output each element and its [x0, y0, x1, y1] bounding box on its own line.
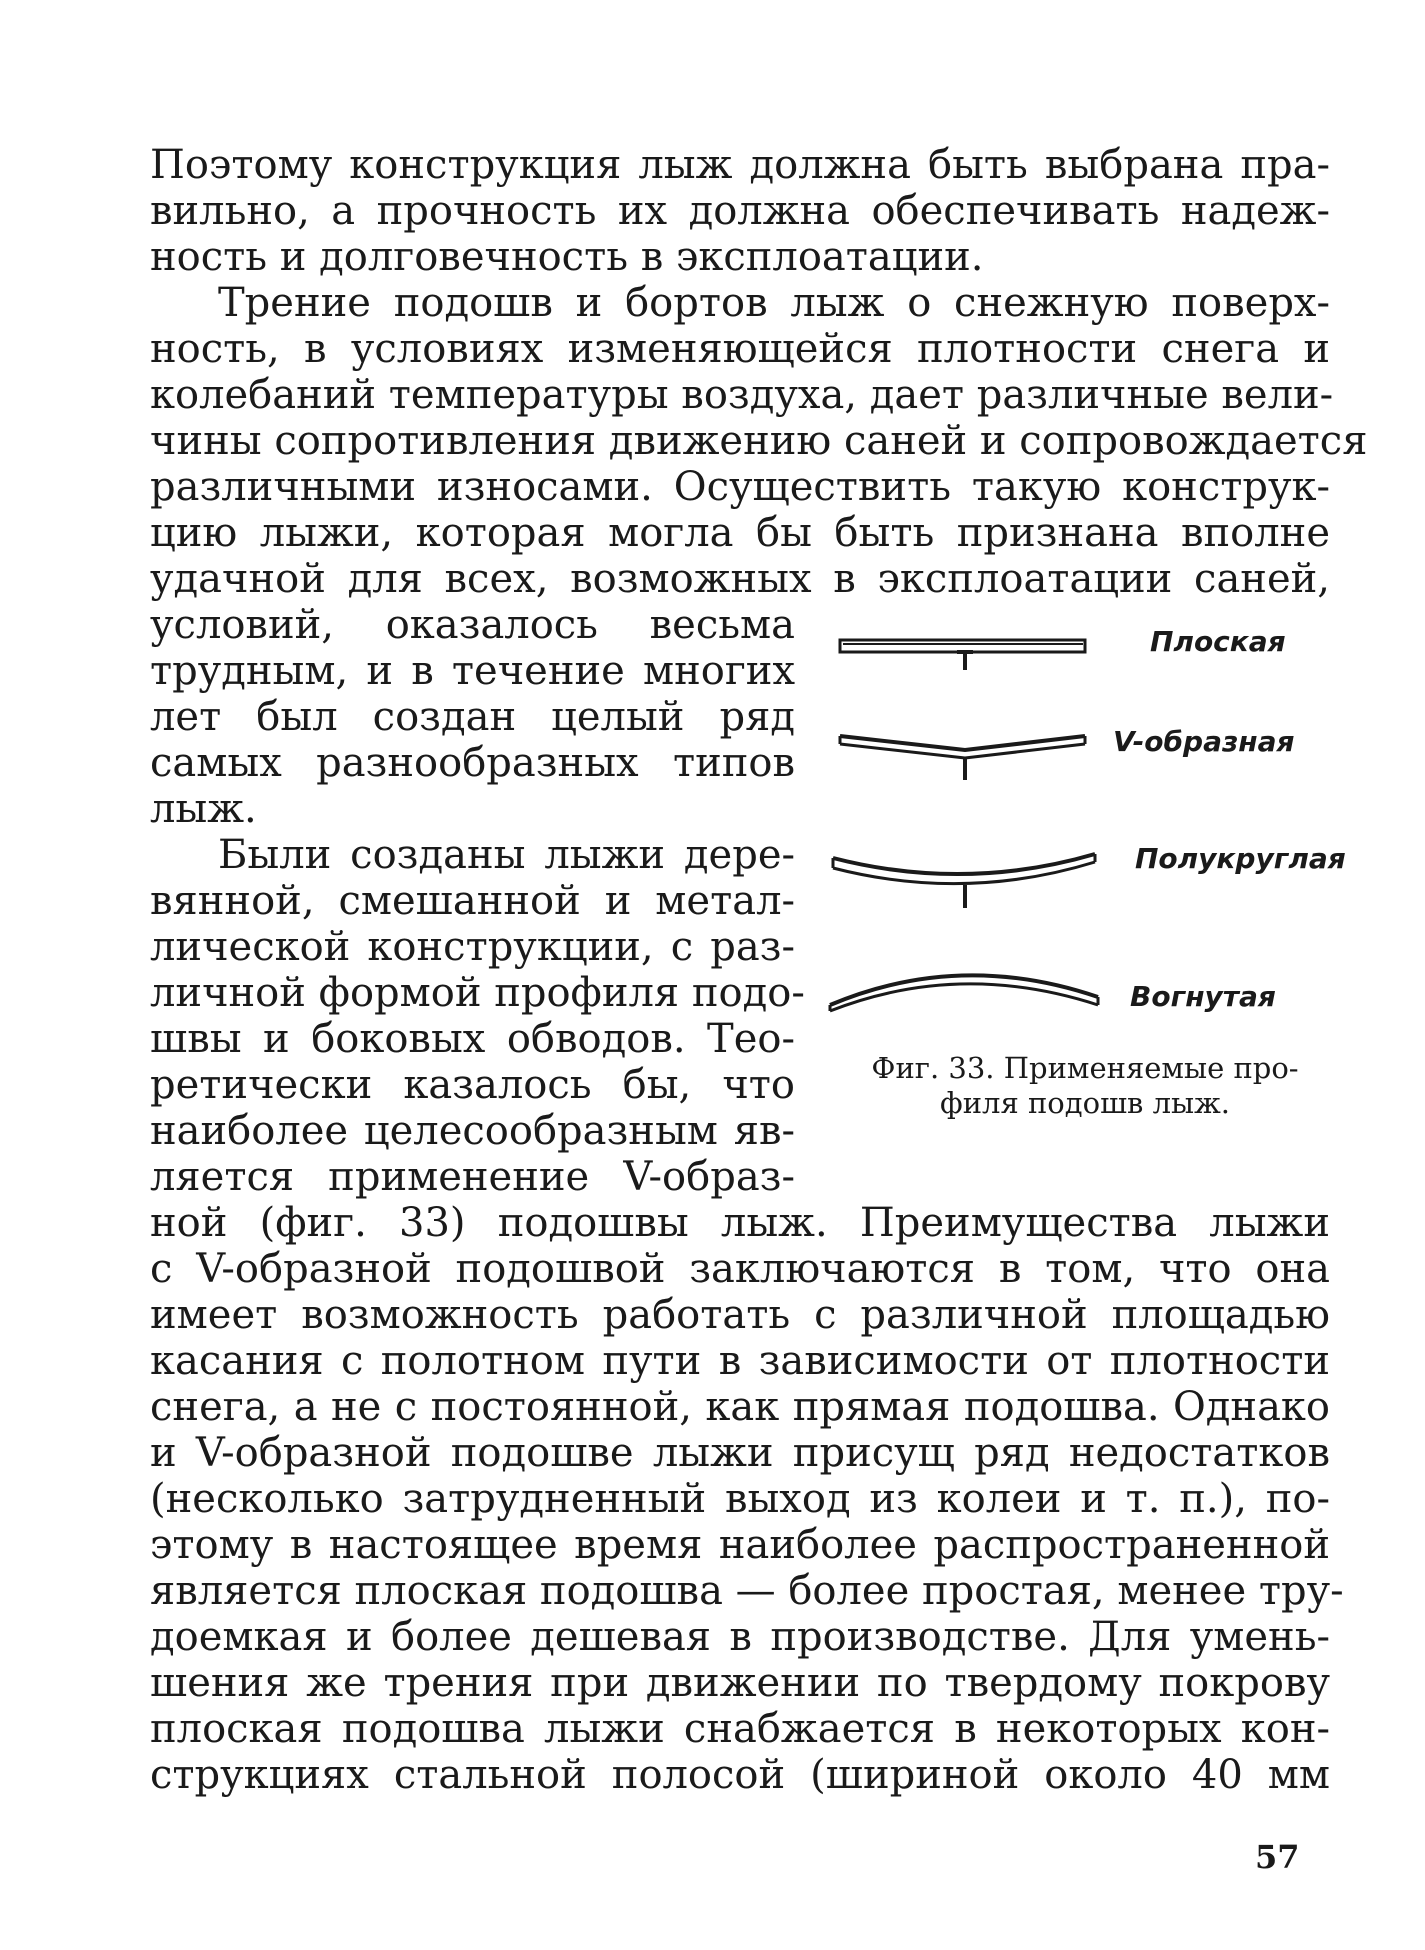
text-line: и V-образной подошве лыжи присущ ряд недостатков [150, 1430, 1330, 1476]
text-line: Были созданы лыжи дере- [218, 832, 795, 878]
text-line: (несколько затрудненный выход из колеи и т. п.), по- [150, 1476, 1330, 1522]
text-line: наиболее целесообразным яв- [150, 1108, 795, 1154]
text-line: с V-образной подошвой заключаются в том, что она [150, 1246, 1330, 1292]
text-line: касания с полотном пути в зависимости от плотности [150, 1338, 1330, 1384]
text-line: снега, а не с постоянной, как прямая подошва. Однако [150, 1384, 1330, 1430]
text-line: имеет возможность работать с различной площадью [150, 1292, 1330, 1338]
label-semi-round: Полукруглая [1135, 842, 1346, 875]
semi-round-profile-drawing [825, 840, 1105, 920]
text-line: вянной, смешанной и метал- [150, 878, 795, 924]
text-line: Трение подошв и бортов лыж о снежную поверх- [218, 280, 1330, 326]
text-line: лет был создан целый ряд [150, 694, 795, 740]
text-line: струкциях стальной полосой (шириной около 40 мм [150, 1752, 1330, 1798]
text-line: колебаний температуры воздуха, дает различные вели- [150, 372, 1334, 418]
concave-profile-drawing [820, 955, 1110, 1025]
text-line: ной (фиг. 33) подошвы лыж. Преимущества лыжи [150, 1200, 1330, 1246]
text-line: доемкая и более дешевая в производстве. Для умень- [150, 1614, 1330, 1660]
text-line: различными износами. Осуществить такую конструк- [150, 464, 1330, 510]
text-line: ретически казалось бы, что [150, 1062, 795, 1108]
text-line: ляется применение V-образ- [150, 1154, 795, 1200]
text-line: лыж. [150, 786, 257, 832]
text-line: удачной для всех, возможных в эксплоатации саней, [150, 556, 1330, 602]
figure-caption-line-2: филя подошв лыж. [940, 1086, 1230, 1120]
label-flat: Плоская [1150, 625, 1286, 658]
figure-caption-line-1: Фиг. 33. Применяемые про- [871, 1051, 1299, 1085]
text-line: лической конструкции, с раз- [150, 924, 795, 970]
text-line: цию лыжи, которая могла бы быть признана вполне [150, 510, 1330, 556]
v-profile-drawing [835, 728, 1095, 788]
text-line: ность и долговечность в эксплоатации. [150, 234, 984, 280]
text-line: личной формой профиля подо- [150, 970, 805, 1016]
text-line: Поэтому конструкция лыж должна быть выбрана пра- [150, 142, 1330, 188]
text-line: вильно, а прочность их должна обеспечивать надеж- [150, 188, 1330, 234]
text-line: плоская подошва лыжи снабжается в некоторых кон- [150, 1706, 1330, 1752]
page-number: 57 [1255, 1838, 1300, 1876]
text-line: чины сопротивления движению саней и сопровождается [150, 418, 1368, 464]
text-line: шения же трения при движении по твердому покрову [150, 1660, 1330, 1706]
text-line: является плоская подошва — более простая, менее тру- [150, 1568, 1344, 1614]
text-line: условий, оказалось весьма [150, 602, 795, 648]
text-line: трудным, и в течение многих [150, 648, 795, 694]
label-concave: Вогнутая [1130, 980, 1276, 1013]
text-line: этому в настоящее время наиболее распространенной [150, 1522, 1330, 1568]
text-line: швы и боковых обводов. Тео- [150, 1016, 795, 1062]
text-line: самых разнообразных типов [150, 740, 795, 786]
label-v-shaped: V-образная [1113, 725, 1295, 758]
text-line: ность, в условиях изменяющейся плотности снега и [150, 326, 1330, 372]
flat-profile-drawing [835, 630, 1095, 680]
